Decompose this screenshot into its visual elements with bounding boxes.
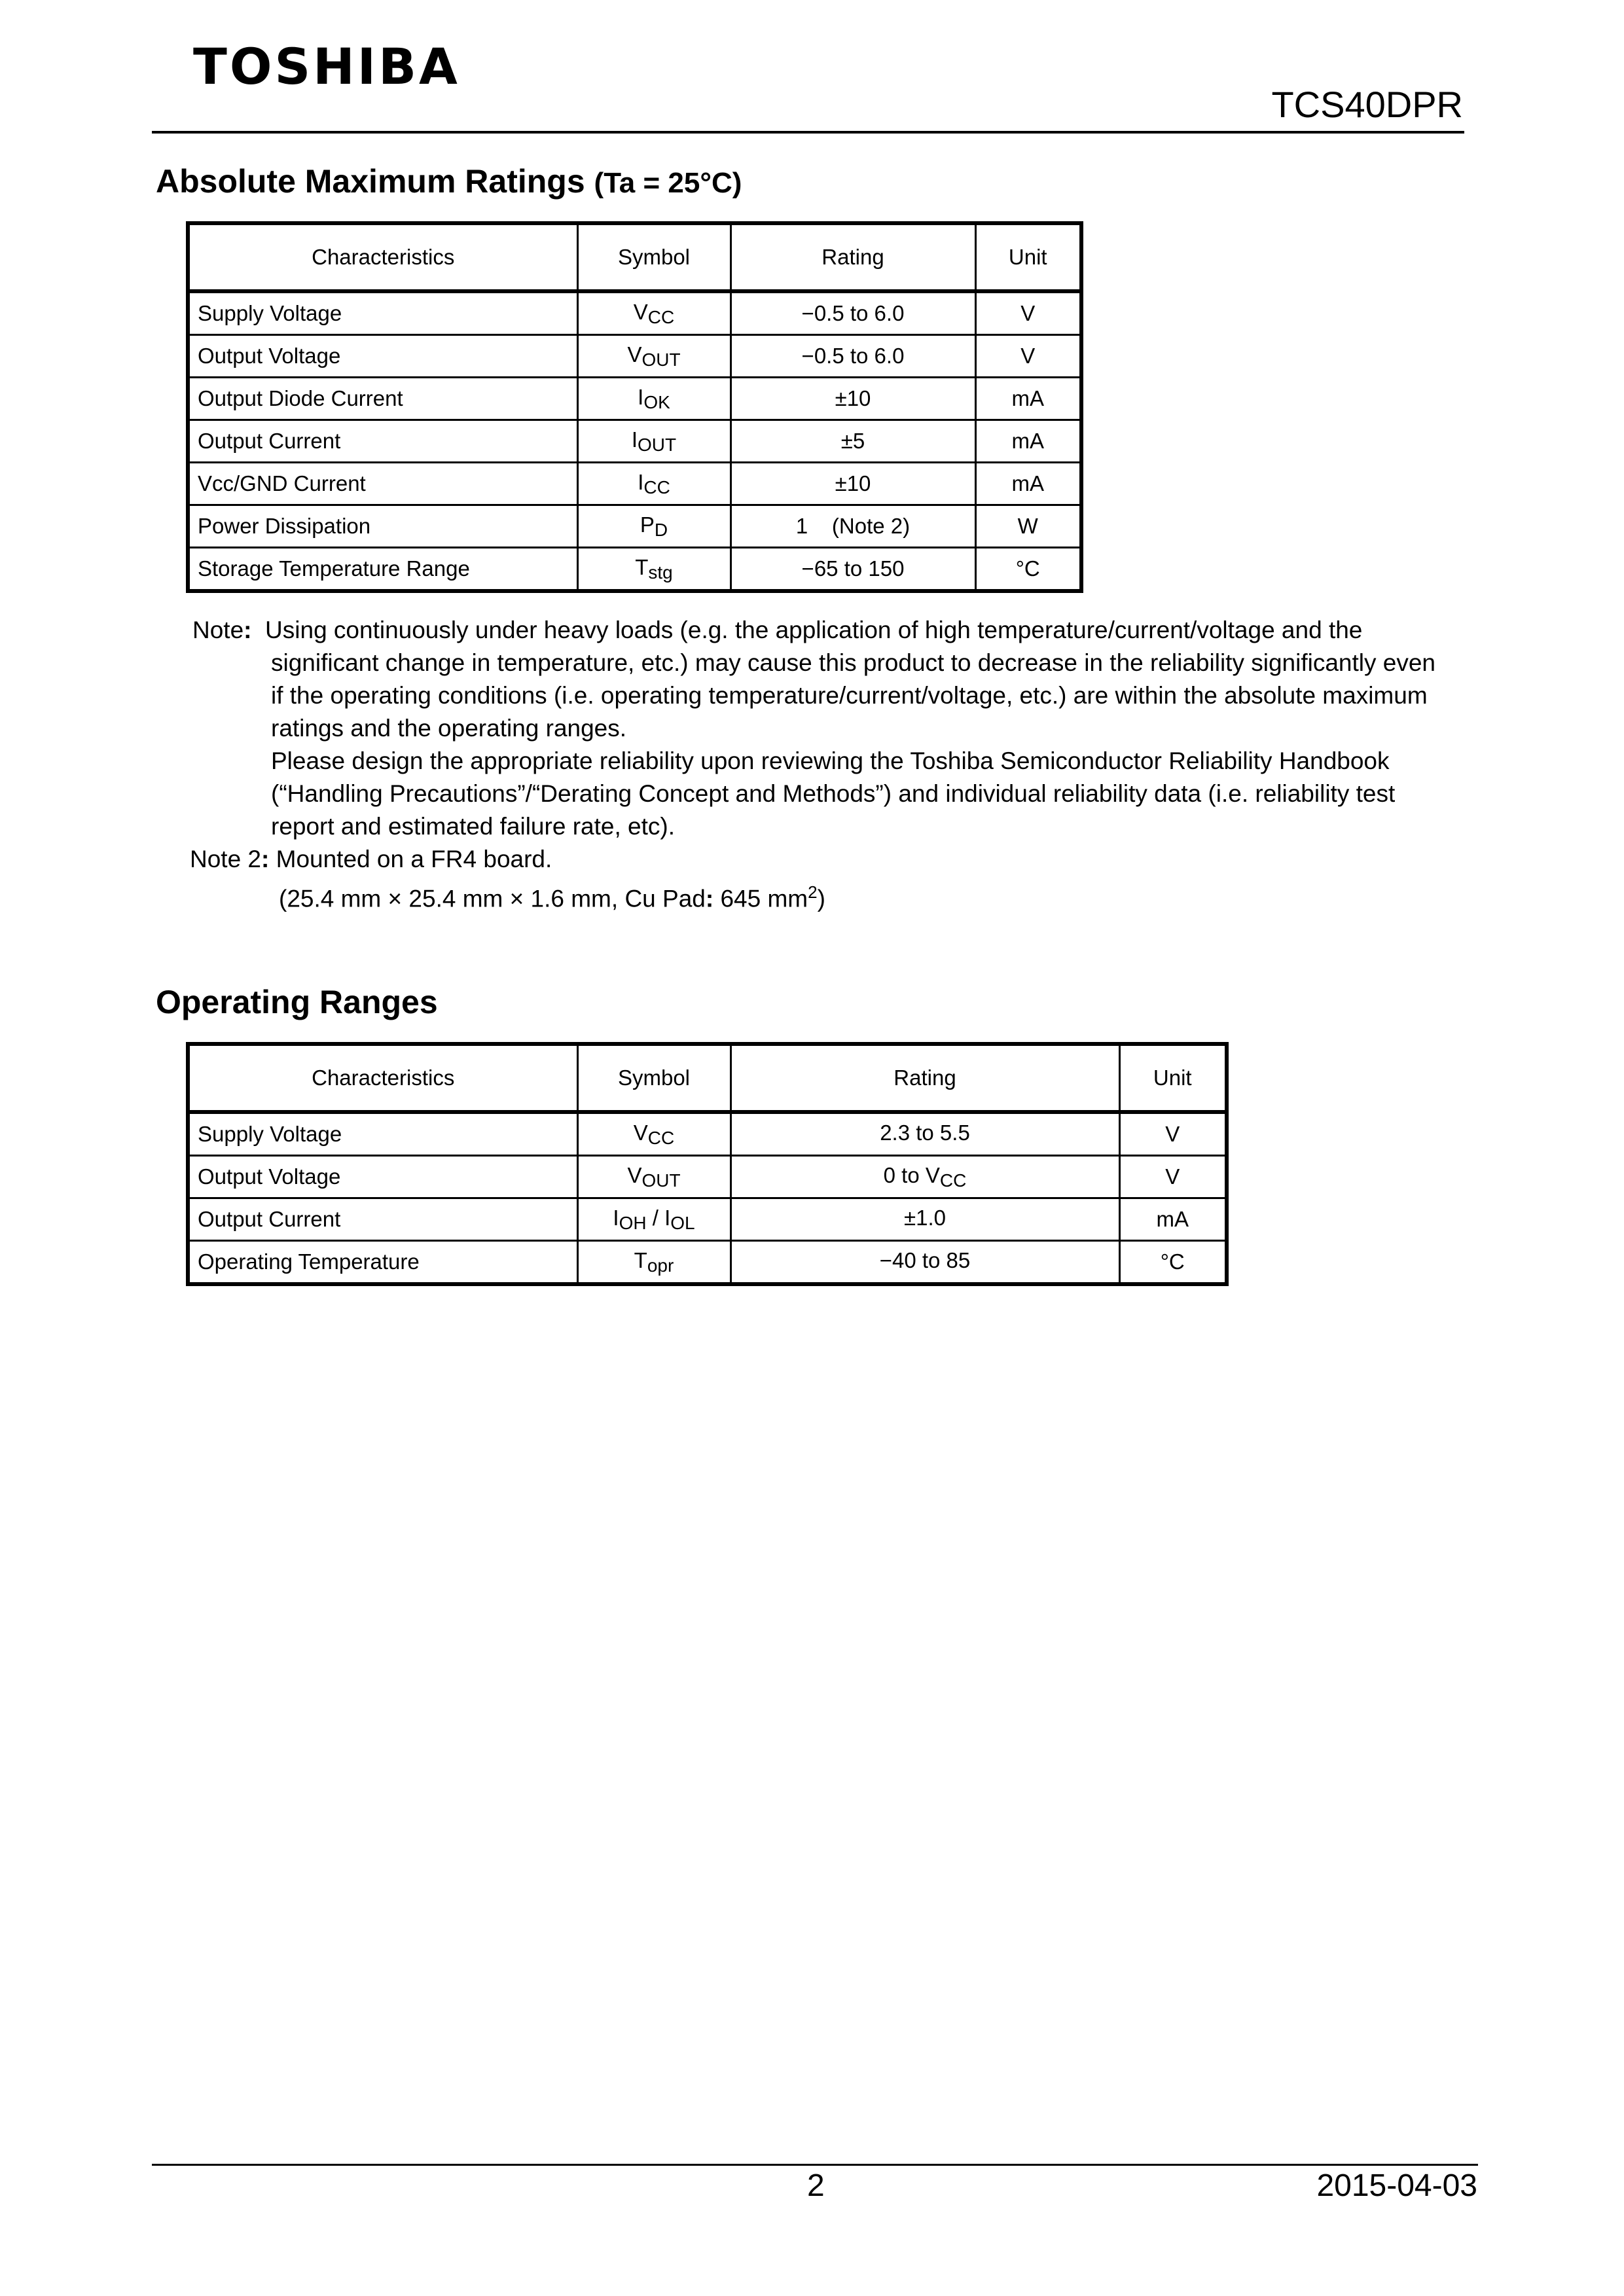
- column-header: Rating: [731, 1044, 1119, 1112]
- note-1-line: if the operating conditions (i.e. operating temperature/current/voltage, etc.) are within the absolute maximum: [271, 682, 1428, 709]
- symbol-cell: Topr: [577, 1241, 731, 1285]
- note-1-line: Please design the appropriate reliability upon reviewing the Toshiba Semiconductor Reliability Handbook: [271, 747, 1390, 774]
- rating-cell: ±10: [731, 463, 975, 505]
- characteristic-cell: Output Current: [188, 1198, 577, 1241]
- unit-cell: V: [1119, 1112, 1227, 1156]
- rating-cell: −0.5 to 6.0: [731, 291, 975, 335]
- rating-cell: −0.5 to 6.0: [731, 335, 975, 378]
- notes-block: [192, 614, 1475, 915]
- column-header: Unit: [1119, 1044, 1227, 1112]
- table-header-row: [188, 223, 1081, 291]
- note-1-line: report and estimated failure rate, etc).: [271, 813, 675, 840]
- footer-divider: [152, 2164, 1478, 2166]
- unit-cell: mA: [975, 378, 1081, 420]
- column-header: Symbol: [577, 223, 731, 291]
- column-header: Rating: [731, 223, 975, 291]
- note-2-dimensions: (25.4 mm × 25.4 mm × 1.6 mm, Cu Pad: 645 $mm^2$): [279, 882, 825, 912]
- characteristic-cell: Operating Temperature: [188, 1241, 577, 1285]
- characteristic-cell: Output Diode Current: [188, 378, 577, 420]
- rating-cell: ±1.0: [731, 1198, 1119, 1241]
- characteristic-cell: Output Current: [188, 420, 577, 463]
- table-row: [188, 1241, 1227, 1285]
- unit-cell: V: [1119, 1156, 1227, 1198]
- note-1-line: Using continuously under heavy loads (e.g. the application of high temperature/current/voltage and the: [265, 617, 1363, 643]
- footer-date: 2015-04-03: [1316, 2168, 1477, 2203]
- absolute-maximum-ratings-table: [186, 221, 1083, 593]
- note-1-line: (“Handling Precautions”/“Derating Concept and Methods”) and individual reliability data (i.e. reliability test: [271, 780, 1396, 807]
- note-1-label: Note: [192, 617, 244, 643]
- column-header: Symbol: [577, 1044, 731, 1112]
- symbol-cell: VCC: [577, 291, 731, 335]
- document-id: TCS40DPR: [1271, 84, 1463, 125]
- note-1: Note: Using continuously under heavy loads (e.g. the application of high temperature/current/voltage and the: [192, 617, 1363, 643]
- note-2: Note 2: Mounted on a FR4 board.: [190, 843, 1475, 876]
- symbol-cell: VOUT: [577, 1156, 731, 1198]
- symbol-cell: IOUT: [577, 420, 731, 463]
- page-number: 2: [807, 2168, 825, 2203]
- toshiba-logo: TOSHIBA: [193, 37, 460, 96]
- characteristic-cell: Power Dissipation: [188, 505, 577, 548]
- note-2-text: Mounted on a FR4 board.: [276, 846, 552, 872]
- table-row: [188, 335, 1081, 378]
- table-row: [188, 378, 1081, 420]
- rating-cell: ±10: [731, 378, 975, 420]
- unit-cell: °C: [1119, 1241, 1227, 1285]
- characteristic-cell: Output Voltage: [188, 1156, 577, 1198]
- table-row: [188, 463, 1081, 505]
- note-1-line: ratings and the operating ranges.: [271, 715, 627, 742]
- rating-cell: 2.3 to 5.5: [731, 1112, 1119, 1156]
- symbol-cell: Tstg: [577, 548, 731, 592]
- symbol-cell: PD: [577, 505, 731, 548]
- characteristic-cell: Vcc/GND Current: [188, 463, 577, 505]
- characteristic-cell: Supply Voltage: [188, 1112, 577, 1156]
- table-row: [188, 1112, 1227, 1156]
- amr-condition: (Ta = 25°C): [594, 167, 742, 199]
- header-divider: [152, 131, 1464, 134]
- characteristic-cell: Storage Temperature Range: [188, 548, 577, 592]
- column-header: Characteristics: [188, 223, 577, 291]
- characteristic-cell: Supply Voltage: [188, 291, 577, 335]
- unit-cell: W: [975, 505, 1081, 548]
- symbol-cell: VCC: [577, 1112, 731, 1156]
- amr-section-title: [156, 165, 742, 198]
- unit-cell: mA: [975, 463, 1081, 505]
- rating-cell: −40 to 85: [731, 1241, 1119, 1285]
- rating-cell: −65 to 150: [731, 548, 975, 592]
- table-row: [188, 420, 1081, 463]
- rating-cell: 0 to VCC: [731, 1156, 1119, 1198]
- operating-ranges-title: Operating Ranges: [156, 984, 438, 1020]
- characteristic-cell: Output Voltage: [188, 335, 577, 378]
- unit-cell: V: [975, 291, 1081, 335]
- table-row: [188, 548, 1081, 592]
- amr-title: Absolute Maximum Ratings: [156, 163, 585, 200]
- unit-cell: mA: [1119, 1198, 1227, 1241]
- symbol-cell: IOK: [577, 378, 731, 420]
- unit-cell: mA: [975, 420, 1081, 463]
- operating-ranges-table: [186, 1042, 1229, 1286]
- table-row: [188, 291, 1081, 335]
- column-header: Characteristics: [188, 1044, 577, 1112]
- symbol-cell: IOH / IOL: [577, 1198, 731, 1241]
- symbol-cell: VOUT: [577, 335, 731, 378]
- rating-cell: ±5: [731, 420, 975, 463]
- note-1-line: significant change in temperature, etc.) may cause this product to decrease in the reliability significantly even: [271, 649, 1435, 676]
- column-header: Unit: [975, 223, 1081, 291]
- table-row: [188, 1198, 1227, 1241]
- unit-cell: °C: [975, 548, 1081, 592]
- table-header-row: [188, 1044, 1227, 1112]
- symbol-cell: ICC: [577, 463, 731, 505]
- table-row: [188, 505, 1081, 548]
- note-2-label: Note 2: [190, 846, 262, 872]
- unit-cell: V: [975, 335, 1081, 378]
- table-row: [188, 1156, 1227, 1198]
- rating-cell: 1 (Note 2): [731, 505, 975, 548]
